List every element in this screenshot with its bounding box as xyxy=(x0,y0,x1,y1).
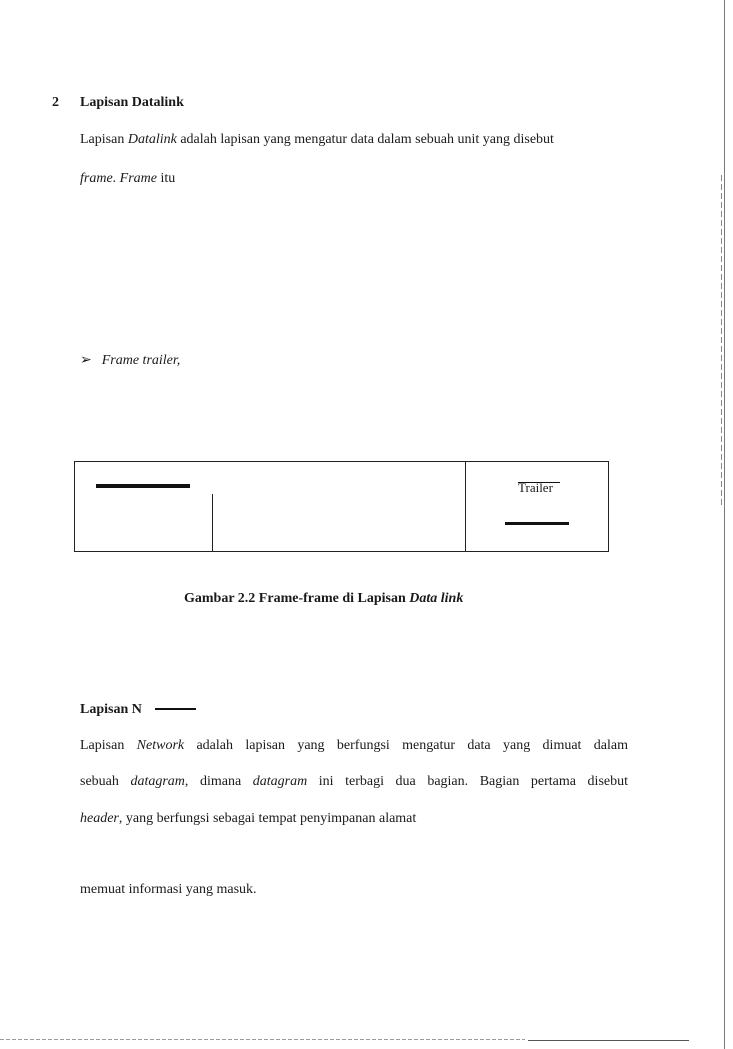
bullet-text: Frame trailer, xyxy=(101,353,181,368)
footnote-line xyxy=(528,1040,689,1041)
para2-emphasis: datagram xyxy=(252,774,308,789)
frame-trailer-label: Trailer xyxy=(518,480,553,495)
para2-emphasis: Network xyxy=(136,738,185,753)
scan-edge-right xyxy=(724,0,725,1049)
para1-emphasis: Datalink xyxy=(127,132,177,147)
para2-line1 xyxy=(80,739,628,753)
para1-line1 xyxy=(80,133,554,147)
para1-text: Lapisan xyxy=(80,132,128,147)
frame-figure-redaction-bar xyxy=(96,484,190,488)
section-title xyxy=(80,96,184,110)
para2-line4: memuat informasi yang masuk. xyxy=(80,882,257,897)
para1-text: itu xyxy=(157,171,176,186)
para2-line3 xyxy=(80,812,416,826)
para1-text: . xyxy=(112,171,120,186)
para1-line2 xyxy=(80,172,175,186)
figure-caption-emphasis: Data link xyxy=(409,591,464,606)
para2-text: , dimana xyxy=(184,774,253,789)
figure-caption-text: Gambar 2.2 Frame-frame di Lapisan xyxy=(184,591,410,606)
para2-text: ini terbagi dua bagian. Bagian pertama disebut xyxy=(307,774,628,789)
bullet-marker-icon: ➢ xyxy=(80,353,92,368)
frame-figure-divider xyxy=(212,494,213,552)
para1-text: adalah lapisan yang mengatur data dalam sebuah unit yang disebut xyxy=(176,132,554,147)
frame-figure-redaction-bar xyxy=(505,522,569,525)
frame-figure-box xyxy=(74,461,609,552)
section-number: 2 xyxy=(52,95,59,110)
para2-text: adalah lapisan yang berfungsi mengatur data yang dimuat dalam xyxy=(184,738,628,753)
bullet-item xyxy=(80,354,180,368)
heading-redaction-line xyxy=(155,708,196,710)
para2-text: Lapisan xyxy=(80,738,137,753)
para1-emphasis: frame xyxy=(80,171,113,186)
section-title-text: Lapisan Datalink xyxy=(80,95,184,110)
para2-emphasis: datagram xyxy=(130,774,185,789)
para1-emphasis: Frame xyxy=(119,171,157,186)
para2-text: , yang berfungsi sebagai tempat penyimpanan alamat xyxy=(118,811,417,826)
figure-caption xyxy=(184,592,463,606)
section2-title: Lapisan N xyxy=(80,702,142,717)
para2-line2 xyxy=(80,775,628,789)
scan-edge-dash xyxy=(721,175,722,505)
para2-text: sebuah xyxy=(80,774,131,789)
frame-figure-divider xyxy=(465,461,466,552)
scan-bottom-dash xyxy=(0,1039,525,1040)
para2-emphasis: header xyxy=(80,811,119,826)
